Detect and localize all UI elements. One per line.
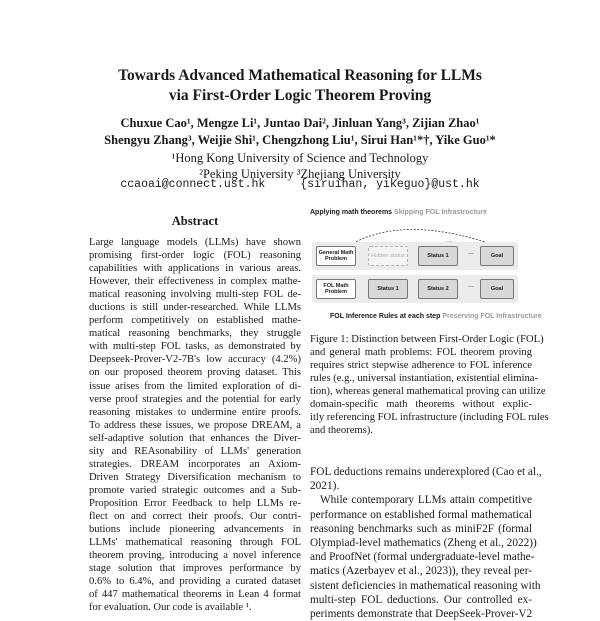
abstract-line: flect on and correct their proofs. Our contri-	[89, 510, 301, 522]
authors-line-2: Shengyu Zhang³, Weijie Shi¹, Chengzhong Liu¹, Sirui Han¹*†, Yike Guo¹*	[104, 133, 496, 147]
abstract-line: matical reasoning benchmarks, they struggle	[89, 328, 301, 340]
abstract-line: theorem proving, introducing a novel inference	[89, 550, 301, 562]
body-line: FOL deductions remains underexplored (Cao et al.,	[310, 466, 542, 478]
abstract-line: Proposition Error Feedback to help LLMs re-	[89, 497, 301, 509]
caption-line: Figure 1: Distinction between First-Order Logic (FOL)	[310, 334, 544, 345]
title-line-2: via First-Order Logic Theorem Proving	[168, 87, 432, 104]
abstract-line: issue arises from the limited exploration of di-	[89, 380, 301, 392]
abstract-line: of 447 mathematical theorems in Lean 4 format	[89, 589, 301, 601]
abstract-line: Deepseek-Prover-V2-7B's low accuracy (4.2%)	[89, 354, 301, 366]
row2-status-2-box: Status 2	[418, 279, 458, 299]
row1-status-1-box: Status 1	[418, 246, 458, 266]
abstract-line: promote varied strategic outcomes and a Sub-	[89, 484, 301, 496]
email-1[interactable]: ccaoai@connect.ust.hk	[120, 178, 266, 191]
abstract-line: capabilities with applications in various areas.	[89, 263, 301, 275]
abstract-line: Driven Strategy Diversification mechanism to	[89, 471, 301, 483]
abstract-line: ductions is still under-researched. While LLMs	[89, 302, 301, 314]
abstract-line: LLMs' mathematical reasoning through FOL	[89, 537, 301, 549]
body-text	[310, 465, 542, 621]
abstract-line: verse proof strategies and the potential for early	[89, 393, 301, 405]
abstract-line: reasoning mistakes to undermine entire proofs.	[89, 406, 301, 418]
abstract-line: Large language models (LLMs) have shown	[89, 237, 301, 248]
abstract-line: strategies. DREAM incorporates an Axiom-	[89, 458, 301, 470]
figure-top-label-bold: Applying math theorems	[310, 209, 393, 216]
author-list	[0, 115, 600, 149]
figure-top-label-grey: Skipping FOL Infrastructure	[394, 209, 487, 216]
body-line: sistent deficiencies in mathematical reasoning with	[310, 579, 541, 592]
caption-line: requires strict stepwise adherence to FOL inference	[310, 360, 532, 372]
abstract-line: perform competitively on established mathe-	[89, 315, 301, 327]
abstract-line: for evaluation. Our code is available ¹.	[89, 602, 252, 614]
body-line: and ProofNet (formal undergraduate-level mathe-	[310, 551, 535, 564]
caption-line: rules (e.g., universal instantiation, existential elimina-	[310, 373, 538, 385]
email-2[interactable]: {siruihan, yikeguo}@ust.hk	[300, 178, 480, 191]
abstract-line: promising first-order logic (FOL) reasoning	[89, 250, 301, 262]
row1-ellipsis: ...	[468, 249, 474, 256]
abstract-line: However, their effectiveness in complex mathe-	[89, 276, 301, 288]
abstract-line: on our proposed theorem proving dataset. This	[89, 367, 301, 379]
affiliation-2: ²Peking University ³Zhejiang University	[199, 167, 401, 181]
figure-bottom-label-grey: Preserving FOL Infrastructure	[442, 313, 542, 320]
title-line-1: Towards Advanced Mathematical Reasoning for LLMs	[118, 67, 482, 84]
abstract-line: self-adaptive solution that enhances the Diver-	[89, 432, 301, 444]
emails	[0, 178, 600, 191]
abstract-line: sity and REAsonability of LLMs' generation	[89, 445, 301, 457]
fol-math-problem-box: FOL Math Problem	[316, 279, 356, 299]
caption-line: and general math problems: FOL theorem proving	[310, 347, 532, 359]
body-line: Olympiad-level mathematics (Zheng et al., 2022))	[310, 537, 537, 550]
figure-caption	[310, 333, 549, 437]
figure-bottom-label-bold: FOL Inference Rules at each step	[330, 313, 441, 320]
abstract-line: 0.6% to 6.4%, and providing a curated dataset	[89, 576, 301, 588]
abstract-heading: Abstract	[171, 214, 219, 228]
abstract-line: To address these issues, we propose DREAM, a	[89, 419, 301, 431]
body-line: 2021).	[310, 480, 340, 493]
affiliation-1: ¹Hong Kong University of Science and Technology	[171, 151, 429, 165]
abstract-line: stage solution that improves performance by	[89, 563, 301, 575]
figure-1	[310, 209, 542, 324]
caption-line: and theorems).	[310, 425, 373, 437]
row2-ellipsis: ...	[468, 282, 474, 289]
body-line: While contemporary LLMs attain competitive	[320, 494, 532, 507]
authors-line-1: Chuxue Cao¹, Mengze Li¹, Juntao Dai², Jinluan Yang³, Zijian Zhao¹	[120, 116, 480, 130]
caption-line: itly referencing FOL infrastructure (including FOL rules	[310, 412, 549, 424]
row2-status-1-box: Status 1	[368, 279, 408, 299]
abstract-line: butions include pioneering advancements in	[89, 524, 301, 536]
row2-goal-box: Goal	[480, 279, 514, 299]
hidden-status-box: Hidden status	[368, 246, 408, 266]
body-line: multi-step FOL deductions. Our controlled ex-	[310, 593, 532, 606]
abstract-line: matical reasoning involving multi-step FOL de-	[89, 289, 301, 301]
caption-line: tion), whereas general mathematical proving can utilize	[310, 386, 546, 398]
general-math-problem-box: General Math Problem	[316, 246, 356, 266]
figure-bottom-label	[330, 313, 542, 320]
abstract-line: with multi-step FOL tasks, as demonstrated by	[89, 341, 301, 353]
abstract-body	[89, 236, 301, 614]
paper-title	[0, 66, 600, 106]
body-line: matics (Azerbayev et al., 2023)), they reveal per-	[310, 565, 532, 578]
caption-line: domain-specific math theorems without explic-	[310, 399, 532, 411]
row1-goal-box: Goal	[480, 246, 514, 266]
body-line: performance on established formal mathematical	[310, 508, 532, 521]
body-line: periments demonstrate that DeepSeek-Prover-V2	[310, 608, 533, 621]
body-line: reasoning benchmarks such as miniF2F (formal	[310, 522, 532, 535]
